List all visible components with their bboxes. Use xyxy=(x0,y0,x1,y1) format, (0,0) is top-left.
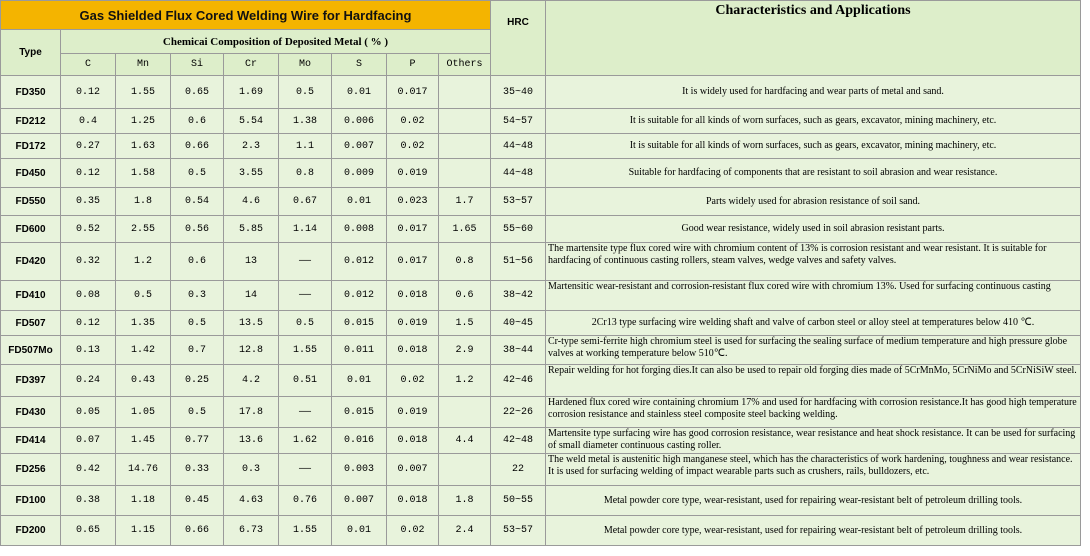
hrc-cell[interactable]: 50~55 xyxy=(491,486,546,516)
cell-others[interactable]: 1.5 xyxy=(439,311,491,336)
hrc-cell[interactable]: 53~57 xyxy=(491,516,546,546)
cell-cr[interactable]: 4.63 xyxy=(224,486,279,516)
type-cell[interactable]: FD507Mo xyxy=(1,336,61,365)
hrc-cell[interactable]: 22 xyxy=(491,454,546,486)
hrc-cell[interactable]: 40~45 xyxy=(491,311,546,336)
application-text: The martensite type flux cored wire with chromium content of 13% is corrosion resistant and wear resistant. It is suitable for hardfacing of continuous casting rollers, steam valves, wedge valves and safety valves. xyxy=(548,243,1047,266)
application-text: Martensitic wear-resistant and corrosion-resistant flux cored wire with chromium 13%. Used for surfacing continuous casting xyxy=(548,281,1051,292)
table-row xyxy=(1,243,1081,281)
cell-si[interactable]: 0.56 xyxy=(171,216,224,243)
cell-mo[interactable]: —— xyxy=(279,454,332,486)
cell-si[interactable]: 0.54 xyxy=(171,188,224,216)
cell-cr[interactable]: 4.6 xyxy=(224,188,279,216)
element-header-mo[interactable]: Mo xyxy=(279,54,332,76)
cell-cr[interactable]: 4.2 xyxy=(224,365,279,397)
type-cell[interactable]: FD600 xyxy=(1,216,61,243)
application-cell[interactable] xyxy=(546,336,1081,365)
cell-si[interactable]: 0.77 xyxy=(171,428,224,454)
hrc-cell[interactable]: 42~46 xyxy=(491,365,546,397)
cell-s[interactable]: 0.015 xyxy=(332,311,387,336)
application-cell[interactable] xyxy=(546,109,1081,134)
hrc-cell[interactable]: 42~48 xyxy=(491,428,546,454)
cell-c[interactable]: 0.35 xyxy=(61,188,116,216)
cell-s[interactable]: 0.01 xyxy=(332,188,387,216)
cell-si[interactable]: 0.3 xyxy=(171,281,224,311)
cell-cr[interactable]: 13.5 xyxy=(224,311,279,336)
cell-cr[interactable]: 2.3 xyxy=(224,134,279,159)
application-text: Suitable for hardfacing of components that are resistant to soil abrasion and wear resistance. xyxy=(628,167,998,178)
application-text: It is suitable for all kinds of worn surfaces, such as gears, excavator, mining machinery, etc. xyxy=(629,115,997,126)
cell-mn[interactable]: 0.43 xyxy=(116,365,171,397)
cell-mo[interactable]: 1.62 xyxy=(279,428,332,454)
table-row xyxy=(1,397,1081,428)
cell-mo[interactable]: 0.8 xyxy=(279,159,332,188)
cell-p[interactable]: 0.018 xyxy=(387,281,439,311)
cell-others[interactable] xyxy=(439,454,491,486)
hrc-cell[interactable]: 51~56 xyxy=(491,243,546,281)
cell-cr[interactable]: 14 xyxy=(224,281,279,311)
cell-mo[interactable]: 1.55 xyxy=(279,516,332,546)
element-header-p[interactable]: P xyxy=(387,54,439,76)
application-cell[interactable] xyxy=(546,243,1081,281)
cell-si[interactable]: 0.45 xyxy=(171,486,224,516)
cell-mn[interactable]: 14.76 xyxy=(116,454,171,486)
element-header-s[interactable]: S xyxy=(332,54,387,76)
cell-others[interactable] xyxy=(439,159,491,188)
application-text: Good wear resistance, widely used in soil abrasion resistant parts. xyxy=(681,223,945,234)
application-text: Cr-type semi-ferrite high chromium steel is used for surfacing the sealing surface of medium temperature and high pressure globe valves at working temperature below 510℃. xyxy=(548,336,1068,359)
cell-p[interactable]: 0.02 xyxy=(387,109,439,134)
hrc-cell[interactable]: 54~57 xyxy=(491,109,546,134)
cell-mn[interactable]: 1.45 xyxy=(116,428,171,454)
cell-si[interactable]: 0.5 xyxy=(171,397,224,428)
cell-s[interactable]: 0.003 xyxy=(332,454,387,486)
hrc-cell[interactable]: 55~60 xyxy=(491,216,546,243)
type-cell[interactable]: FD414 xyxy=(1,428,61,454)
cell-mn[interactable]: 1.25 xyxy=(116,109,171,134)
table-row xyxy=(1,454,1081,486)
type-cell[interactable]: FD410 xyxy=(1,281,61,311)
type-cell[interactable]: FD256 xyxy=(1,454,61,486)
type-cell[interactable]: FD100 xyxy=(1,486,61,516)
cell-p[interactable]: 0.02 xyxy=(387,365,439,397)
cell-others[interactable]: 1.2 xyxy=(439,365,491,397)
cell-si[interactable]: 0.6 xyxy=(171,109,224,134)
hrc-cell[interactable]: 38~42 xyxy=(491,281,546,311)
cell-others[interactable]: 1.7 xyxy=(439,188,491,216)
application-cell[interactable] xyxy=(546,516,1081,546)
application-text: The weld metal is austenitic high manganese steel, which has the characteristics of work hardening, toughness and wear resistance. It is used for surfacing welding of impact wearable parts such as crushers, rails, bulldozers, etc. xyxy=(548,454,1073,477)
application-cell[interactable] xyxy=(546,134,1081,159)
cell-si[interactable]: 0.7 xyxy=(171,336,224,365)
cell-mn[interactable]: 1.15 xyxy=(116,516,171,546)
table-row xyxy=(1,516,1081,546)
application-text: Parts widely used for abrasion resistance of soil sand. xyxy=(705,195,921,207)
application-cell[interactable] xyxy=(546,216,1081,243)
table-row xyxy=(1,109,1081,134)
cell-cr[interactable]: 12.8 xyxy=(224,336,279,365)
application-cell[interactable] xyxy=(546,281,1081,311)
cell-others[interactable]: 1.65 xyxy=(439,216,491,243)
application-cell[interactable] xyxy=(546,311,1081,336)
cell-p[interactable]: 0.019 xyxy=(387,311,439,336)
cell-cr[interactable]: 3.55 xyxy=(224,159,279,188)
composition-header[interactable]: Chemicai Composition of Deposited Metal ( % ) xyxy=(61,30,491,54)
cell-others[interactable]: 0.8 xyxy=(439,243,491,281)
cell-others[interactable]: 1.8 xyxy=(439,486,491,516)
cell-c[interactable]: 0.24 xyxy=(61,365,116,397)
cell-mo[interactable]: 0.5 xyxy=(279,76,332,109)
cell-mo[interactable]: 1.14 xyxy=(279,216,332,243)
cell-s[interactable]: 0.007 xyxy=(332,486,387,516)
cell-cr[interactable]: 5.54 xyxy=(224,109,279,134)
cell-s[interactable]: 0.01 xyxy=(332,365,387,397)
cell-p[interactable]: 0.018 xyxy=(387,428,439,454)
type-cell[interactable]: FD507 xyxy=(1,311,61,336)
cell-p[interactable]: 0.019 xyxy=(387,397,439,428)
cell-others[interactable] xyxy=(439,76,491,109)
cell-si[interactable]: 0.5 xyxy=(171,159,224,188)
application-cell[interactable] xyxy=(546,159,1081,188)
cell-c[interactable]: 0.27 xyxy=(61,134,116,159)
cell-mn[interactable]: 1.55 xyxy=(116,76,171,109)
table-row xyxy=(1,336,1081,365)
cell-si[interactable]: 0.66 xyxy=(171,516,224,546)
cell-others[interactable] xyxy=(439,397,491,428)
cell-mn[interactable]: 1.2 xyxy=(116,243,171,281)
cell-mn[interactable]: 1.8 xyxy=(116,188,171,216)
table-row xyxy=(1,76,1081,109)
cell-mn[interactable]: 1.18 xyxy=(116,486,171,516)
cell-s[interactable]: 0.012 xyxy=(332,243,387,281)
cell-mo[interactable]: —— xyxy=(279,243,332,281)
table-row xyxy=(1,281,1081,311)
cell-si[interactable]: 0.25 xyxy=(171,365,224,397)
application-cell[interactable] xyxy=(546,397,1081,428)
cell-s[interactable]: 0.01 xyxy=(332,76,387,109)
cell-mo[interactable]: 1.1 xyxy=(279,134,332,159)
cell-p[interactable]: 0.018 xyxy=(387,336,439,365)
type-cell[interactable]: FD397 xyxy=(1,365,61,397)
cell-s[interactable]: 0.009 xyxy=(332,159,387,188)
cell-p[interactable]: 0.02 xyxy=(387,134,439,159)
cell-cr[interactable]: 13.6 xyxy=(224,428,279,454)
cell-c[interactable]: 0.4 xyxy=(61,109,116,134)
application-cell[interactable] xyxy=(546,454,1081,486)
application-text: Metal powder core type, wear-resistant, used for repairing wear-resistant belt of petroleum drilling tools. xyxy=(603,494,1023,506)
type-header[interactable]: Type xyxy=(1,30,61,76)
hrc-cell[interactable]: 44~48 xyxy=(491,134,546,159)
cell-s[interactable]: 0.015 xyxy=(332,397,387,428)
cell-mn[interactable]: 1.05 xyxy=(116,397,171,428)
application-cell[interactable] xyxy=(546,188,1081,216)
cell-p[interactable]: 0.018 xyxy=(387,486,439,516)
cell-s[interactable]: 0.016 xyxy=(332,428,387,454)
cell-p[interactable]: 0.017 xyxy=(387,76,439,109)
type-cell[interactable]: FD212 xyxy=(1,109,61,134)
cell-others[interactable]: 2.9 xyxy=(439,336,491,365)
table-row xyxy=(1,365,1081,397)
cell-p[interactable]: 0.017 xyxy=(387,216,439,243)
cell-si[interactable]: 0.5 xyxy=(171,311,224,336)
cell-mo[interactable]: —— xyxy=(279,281,332,311)
type-cell[interactable]: FD450 xyxy=(1,159,61,188)
application-text: Repair welding for hot forging dies.It can also be used to repair old forging dies made of 5CrMnMo, 5CrNiMo and 5CrNiSiW steel. xyxy=(548,365,1077,376)
cell-s[interactable]: 0.012 xyxy=(332,281,387,311)
hrc-cell[interactable]: 44~48 xyxy=(491,159,546,188)
cell-c[interactable]: 0.65 xyxy=(61,516,116,546)
cell-s[interactable]: 0.007 xyxy=(332,134,387,159)
cell-mn[interactable]: 0.5 xyxy=(116,281,171,311)
type-cell[interactable]: FD430 xyxy=(1,397,61,428)
table-row xyxy=(1,216,1081,243)
cell-mo[interactable]: —— xyxy=(279,397,332,428)
application-text: It is suitable for all kinds of worn surfaces, such as gears, excavator, mining machinery, etc. xyxy=(629,140,997,151)
application-text: Martensite type surfacing wire has good corrosion resistance, wear resistance and heat shock resistance. It can be used for surfacing of small diameter continuous casting roller. xyxy=(548,428,1076,451)
cell-si[interactable]: 0.66 xyxy=(171,134,224,159)
cell-others[interactable]: 4.4 xyxy=(439,428,491,454)
element-header-c[interactable]: C xyxy=(61,54,116,76)
cell-others[interactable] xyxy=(439,109,491,134)
cell-c[interactable]: 0.12 xyxy=(61,311,116,336)
cell-mn[interactable]: 1.63 xyxy=(116,134,171,159)
cell-c[interactable]: 0.07 xyxy=(61,428,116,454)
application-cell[interactable] xyxy=(546,365,1081,397)
cell-c[interactable]: 0.52 xyxy=(61,216,116,243)
cell-mn[interactable]: 1.58 xyxy=(116,159,171,188)
cell-s[interactable]: 0.008 xyxy=(332,216,387,243)
cell-p[interactable]: 0.023 xyxy=(387,188,439,216)
table-row xyxy=(1,188,1081,216)
table-row xyxy=(1,311,1081,336)
application-cell[interactable] xyxy=(546,486,1081,516)
type-cell[interactable]: FD172 xyxy=(1,134,61,159)
hrc-cell[interactable]: 35~40 xyxy=(491,76,546,109)
application-text: Metal powder core type, wear-resistant, used for repairing wear-resistant belt of petroleum drilling tools. xyxy=(603,524,1023,536)
cell-s[interactable]: 0.006 xyxy=(332,109,387,134)
cell-p[interactable]: 0.017 xyxy=(387,243,439,281)
element-header-cr[interactable]: Cr xyxy=(224,54,279,76)
cell-c[interactable]: 0.38 xyxy=(61,486,116,516)
cell-c[interactable]: 0.32 xyxy=(61,243,116,281)
element-header-others[interactable]: Others xyxy=(439,54,491,76)
application-cell[interactable] xyxy=(546,76,1081,109)
cell-c[interactable]: 0.42 xyxy=(61,454,116,486)
element-header-si[interactable]: Si xyxy=(171,54,224,76)
cell-p[interactable]: 0.02 xyxy=(387,516,439,546)
cell-others[interactable]: 2.4 xyxy=(439,516,491,546)
application-cell[interactable] xyxy=(546,428,1081,454)
type-cell[interactable]: FD200 xyxy=(1,516,61,546)
application-text: 2Cr13 type surfacing wire welding shaft and valve of carbon steel or alloy steel at temperatures below 410 ℃. xyxy=(591,317,1035,328)
cell-mo[interactable]: 0.76 xyxy=(279,486,332,516)
cell-cr[interactable]: 5.85 xyxy=(224,216,279,243)
cell-cr[interactable]: 13 xyxy=(224,243,279,281)
cell-cr[interactable]: 17.8 xyxy=(224,397,279,428)
type-cell[interactable]: FD350 xyxy=(1,76,61,109)
cell-mo[interactable]: 1.55 xyxy=(279,336,332,365)
cell-others[interactable]: 0.6 xyxy=(439,281,491,311)
applications-header[interactable]: Characteristics and Applications xyxy=(546,1,1081,76)
table-row xyxy=(1,428,1081,454)
type-cell[interactable]: FD550 xyxy=(1,188,61,216)
hrc-cell[interactable]: 53~57 xyxy=(491,188,546,216)
cell-s[interactable]: 0.011 xyxy=(332,336,387,365)
cell-si[interactable]: 0.6 xyxy=(171,243,224,281)
cell-mo[interactable]: 1.38 xyxy=(279,109,332,134)
hrc-cell[interactable]: 38~44 xyxy=(491,336,546,365)
table-row xyxy=(1,159,1081,188)
hrc-cell[interactable]: 22~26 xyxy=(491,397,546,428)
cell-si[interactable]: 0.65 xyxy=(171,76,224,109)
table-row xyxy=(1,134,1081,159)
hrc-header[interactable]: HRC xyxy=(491,1,546,76)
cell-c[interactable]: 0.12 xyxy=(61,76,116,109)
cell-others[interactable] xyxy=(439,134,491,159)
application-text: It is widely used for hardfacing and wear parts of metal and sand. xyxy=(682,86,944,97)
table-title[interactable]: Gas Shielded Flux Cored Welding Wire for Hardfacing xyxy=(1,1,491,30)
cell-mn[interactable]: 1.35 xyxy=(116,311,171,336)
cell-c[interactable]: 0.13 xyxy=(61,336,116,365)
table-row xyxy=(1,486,1081,516)
cell-p[interactable]: 0.019 xyxy=(387,159,439,188)
cell-mn[interactable]: 1.42 xyxy=(116,336,171,365)
cell-cr[interactable]: 1.69 xyxy=(224,76,279,109)
cell-cr[interactable]: 0.3 xyxy=(224,454,279,486)
cell-c[interactable]: 0.12 xyxy=(61,159,116,188)
cell-s[interactable]: 0.01 xyxy=(332,516,387,546)
type-cell[interactable]: FD420 xyxy=(1,243,61,281)
cell-si[interactable]: 0.33 xyxy=(171,454,224,486)
cell-cr[interactable]: 6.73 xyxy=(224,516,279,546)
cell-mn[interactable]: 2.55 xyxy=(116,216,171,243)
cell-mo[interactable]: 0.5 xyxy=(279,311,332,336)
cell-c[interactable]: 0.08 xyxy=(61,281,116,311)
cell-mo[interactable]: 0.67 xyxy=(279,188,332,216)
cell-mo[interactable]: 0.51 xyxy=(279,365,332,397)
element-header-mn[interactable]: Mn xyxy=(116,54,171,76)
cell-p[interactable]: 0.007 xyxy=(387,454,439,486)
cell-c[interactable]: 0.05 xyxy=(61,397,116,428)
application-text: Hardened flux cored wire containing chromium 17% and used for hardfacing with corrosion resistance.It has good high temperature corrosion resistance and stainless steel composite steel backing welding. xyxy=(548,397,1077,420)
